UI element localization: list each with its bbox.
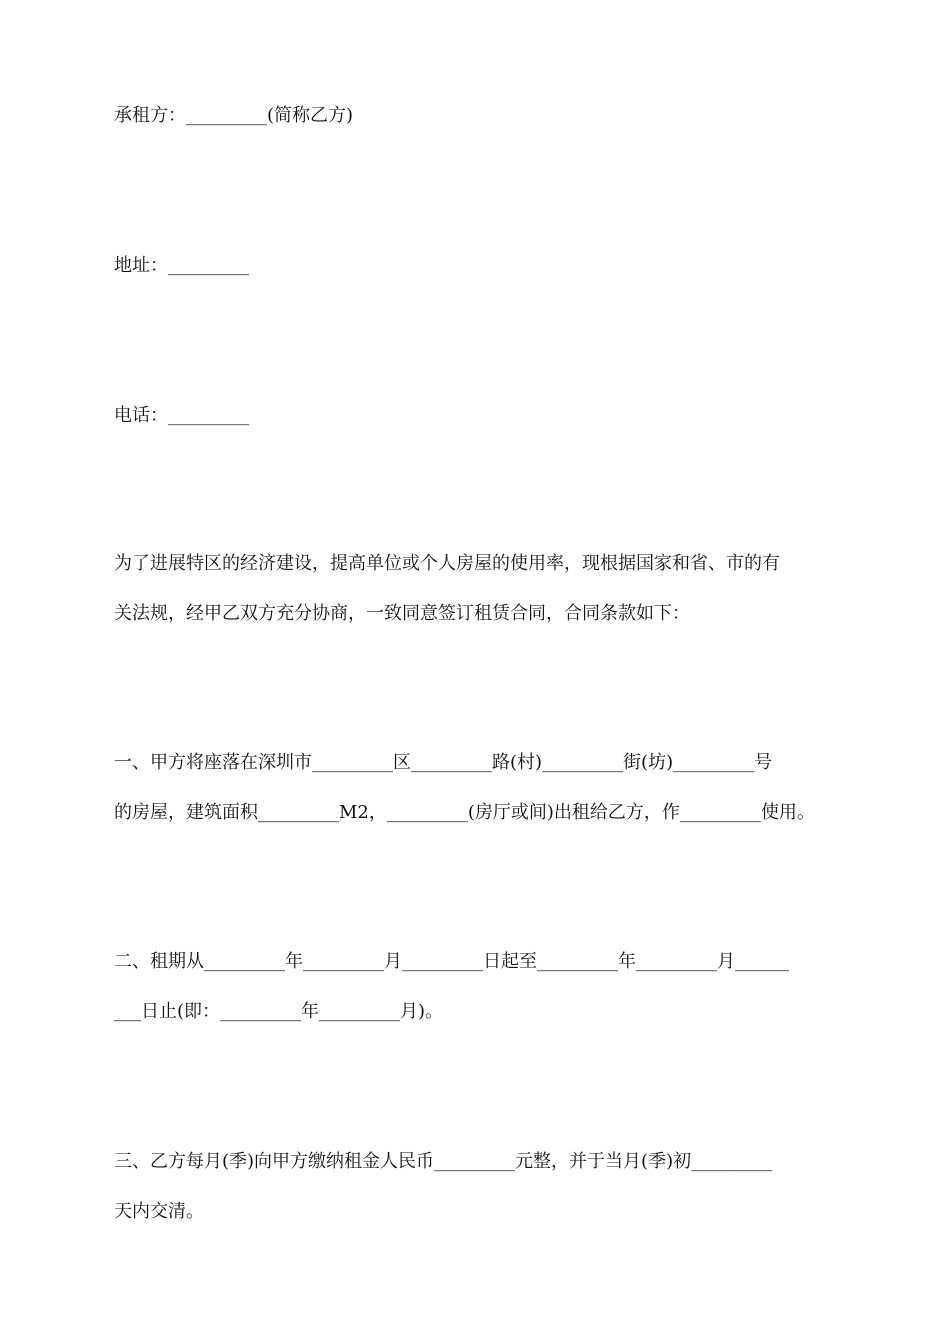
- phone-line: 电话：_________: [114, 405, 249, 426]
- clause-2-line-2: ___日止(即：_________年_________月)。: [114, 1001, 444, 1022]
- address-line: 地址：_________: [114, 255, 249, 276]
- tenant-line: 承租方：_________(简称乙方): [114, 105, 354, 126]
- clause-1-line-1: 一、甲方将座落在深圳市_________区_________路(村)_________街(坊)_________号: [114, 752, 773, 773]
- clause-3-line-2: 天内交清。: [114, 1201, 204, 1222]
- preamble-line-2: 关法规，经甲乙双方充分协商，一致同意签订租赁合同，合同条款如下：: [114, 603, 690, 624]
- preamble-line-1: 为了进展特区的经济建设，提高单位或个人房屋的使用率，现根据国家和省、市的有: [114, 553, 780, 574]
- clause-1-line-2: 的房屋，建筑面积_________M2，_________(房厅或间)出租给乙方，作_________使用。: [114, 802, 815, 823]
- clause-2-line-1: 二、租期从_________年_________月_________日起至_________年_________月______: [114, 951, 789, 972]
- clause-3-line-1: 三、乙方每月(季)向甲方缴纳租金人民币_________元整，并于当月(季)初_________: [114, 1151, 773, 1172]
